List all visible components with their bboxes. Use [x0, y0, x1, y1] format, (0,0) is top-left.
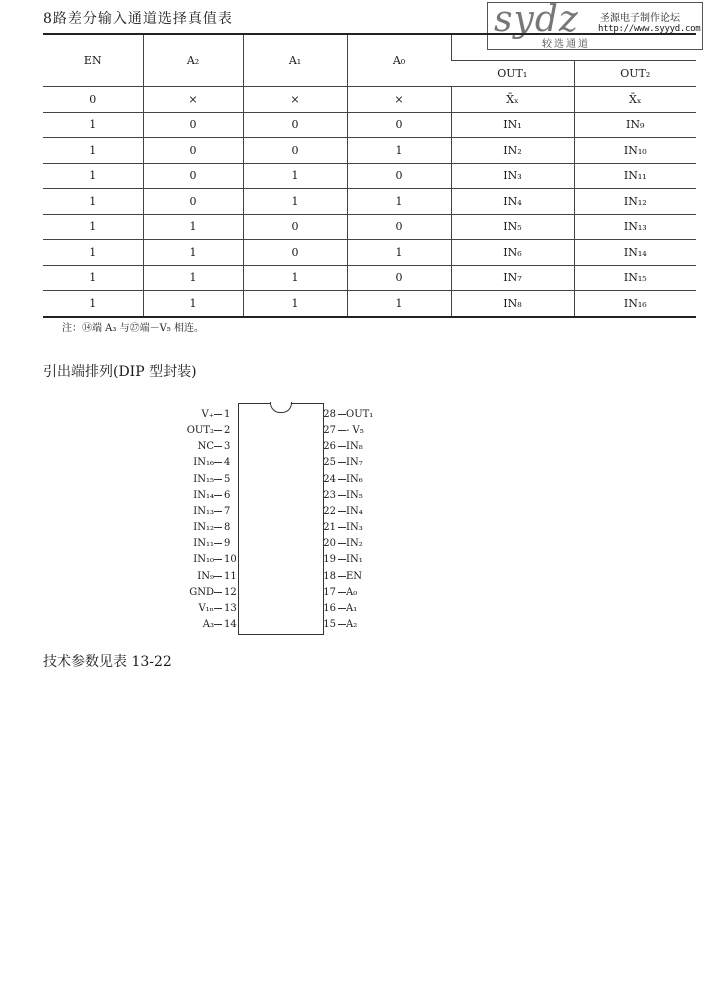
table-cell: ×: [143, 87, 243, 113]
table-row: [43, 214, 696, 240]
pin-label: IN₁₅: [193, 473, 214, 485]
pin-label: IN₉: [197, 570, 214, 582]
table-cell: 0: [43, 87, 143, 113]
pin-label: IN₁₂: [193, 522, 214, 534]
pin-lead: [338, 576, 346, 577]
header-a1: A₁: [243, 34, 347, 87]
table-row: [43, 240, 696, 266]
pin-label: IN₁₄: [193, 489, 214, 501]
table-row: [43, 112, 696, 138]
pin-number: 20: [323, 538, 336, 550]
table-cell: 1: [243, 163, 347, 189]
pin-label: IN₁: [346, 554, 363, 566]
table-cell: IN₁₅: [574, 265, 696, 291]
pin-16: [322, 603, 357, 615]
table-cell: 1: [243, 189, 347, 215]
pin-number: 6: [224, 489, 231, 501]
table-cell: 1: [143, 291, 243, 317]
pin-11: [197, 571, 238, 583]
pin-lead: [338, 592, 346, 593]
table-cell: IN₉: [574, 112, 696, 138]
table-row: [43, 163, 696, 189]
pin-label: IN₂: [346, 538, 363, 550]
pin-26: [322, 441, 363, 453]
pin-28: [322, 409, 373, 421]
pin-13: [198, 603, 238, 615]
pin-5: [193, 474, 238, 486]
pin-3: [198, 441, 238, 453]
pin-lead: [214, 592, 222, 593]
table-cell: IN₂: [451, 138, 574, 164]
table-cell: 0: [243, 112, 347, 138]
table-cell: IN₃: [451, 163, 574, 189]
table-cell: IN₁₄: [574, 240, 696, 266]
footer-reference: 技术参数见表 13-22: [43, 654, 172, 670]
pin-17: [322, 587, 357, 599]
pin-number: 22: [323, 505, 336, 517]
pin-lead: [214, 430, 222, 431]
pin-lead: [338, 479, 346, 480]
pin-label: V₁ₙ: [198, 602, 214, 614]
pin-9: [193, 538, 238, 550]
pin-21: [322, 522, 363, 534]
pin-number: 12: [224, 586, 237, 598]
table-cell: 1: [43, 189, 143, 215]
pin-label: OUT₂: [186, 425, 214, 437]
pin-number: 11: [224, 570, 237, 582]
header-output-group: [451, 34, 696, 61]
table-cell: X̄ₓ: [451, 87, 574, 113]
table-cell: 0: [347, 214, 451, 240]
header-out1: OUT₁: [451, 61, 574, 87]
pin-number: 27: [323, 425, 336, 437]
pin-label: IN₁₆: [193, 457, 214, 469]
pin-lead: [214, 446, 222, 447]
table-cell: 0: [143, 138, 243, 164]
table-cell: ×: [243, 87, 347, 113]
table-cell: 1: [43, 112, 143, 138]
pin-lead: [338, 446, 346, 447]
table-note: 注：⑭端 A₃ 与㉗端－V₅ 相连。: [62, 323, 204, 334]
pin-2: [187, 425, 238, 437]
pin-number: 13: [224, 602, 237, 614]
pin-number: 23: [323, 489, 336, 501]
table-cell: 1: [43, 265, 143, 291]
table-cell: 1: [347, 291, 451, 317]
pin-number: 10: [224, 554, 237, 566]
pin-number: 18: [323, 570, 336, 582]
watermark-site-name: 圣源电子制作论坛: [600, 13, 680, 24]
table-cell: 0: [243, 240, 347, 266]
pin-8: [193, 522, 238, 534]
pin-lead: [338, 430, 346, 431]
pin-number: 1: [224, 409, 231, 420]
pinout-title: 引出端排列(DIP 型封装): [43, 364, 197, 380]
table-row: [43, 265, 696, 291]
pin-number: 26: [323, 441, 336, 453]
pin-number: 3: [224, 441, 231, 453]
header-en: EN: [43, 34, 143, 87]
chip-body: [238, 403, 324, 635]
pin-number: 25: [323, 457, 336, 469]
table-cell: IN₁₂: [574, 189, 696, 215]
pin-lead: [214, 414, 222, 415]
table-cell: 0: [143, 189, 243, 215]
pin-label: OUT₁: [346, 409, 374, 420]
pin-number: 2: [224, 425, 231, 437]
table-cell: 1: [43, 291, 143, 317]
table-cell: IN₁: [451, 112, 574, 138]
table-cell: 0: [143, 112, 243, 138]
table-cell: 0: [347, 265, 451, 291]
pin-label: IN₄: [346, 505, 363, 517]
table-cell: 0: [347, 112, 451, 138]
pin-19: [322, 554, 363, 566]
table-cell: 0: [143, 163, 243, 189]
pin-number: 21: [323, 522, 336, 534]
pin-label: IN₅: [346, 489, 363, 501]
table-cell: 1: [243, 265, 347, 291]
table-cell: 1: [143, 214, 243, 240]
pin-label: IN₇: [346, 457, 363, 469]
pin-7: [193, 506, 238, 518]
pin-lead: [338, 462, 346, 463]
table-row: [43, 138, 696, 164]
table-cell: 1: [143, 265, 243, 291]
pin-lead: [338, 624, 346, 625]
pin-label: - V₅: [346, 425, 364, 437]
truth-table: [43, 33, 696, 318]
pin-6: [193, 490, 238, 502]
pin-4: [193, 457, 238, 469]
pin-label: IN₃: [346, 522, 363, 534]
table-cell: IN₁₀: [574, 138, 696, 164]
pin-27: [322, 425, 364, 437]
pin-number: 28: [323, 409, 336, 420]
watermark-logo-text: sydz: [494, 0, 579, 40]
table-cell: X̄ₓ: [574, 87, 696, 113]
pin-number: 16: [323, 602, 336, 614]
table-cell: IN₁₁: [574, 163, 696, 189]
table-cell: IN₁₆: [574, 291, 696, 317]
pin-23: [322, 490, 363, 502]
pin-label: NC: [197, 441, 214, 453]
pin-lead: [214, 527, 222, 528]
table-cell: IN₈: [451, 291, 574, 317]
pin-number: 5: [224, 473, 231, 485]
pin-12: [189, 587, 238, 599]
pin-lead: [214, 608, 222, 609]
pin-number: 17: [323, 586, 336, 598]
pin-label: IN₁₃: [193, 505, 214, 517]
pin-lead: [214, 624, 222, 625]
pin-label: GND: [189, 586, 214, 598]
table-cell: IN₅: [451, 214, 574, 240]
pin-label: EN: [346, 570, 363, 582]
header-a2: A₂: [143, 34, 243, 87]
table-cell: 1: [43, 163, 143, 189]
table-cell: 1: [143, 240, 243, 266]
table-cell: IN₆: [451, 240, 574, 266]
pin-lead: [338, 608, 346, 609]
pin-number: 4: [224, 457, 231, 469]
pin-22: [322, 506, 363, 518]
pin-label: A₀: [346, 586, 358, 598]
table-cell: IN₁₃: [574, 214, 696, 240]
table-row: [43, 291, 696, 317]
table-cell: IN₇: [451, 265, 574, 291]
pin-number: 15: [323, 618, 336, 630]
pin-number: 8: [224, 522, 231, 534]
pin-lead: [338, 559, 346, 560]
table-cell: 1: [243, 291, 347, 317]
pin-number: 19: [323, 554, 336, 566]
pin-lead: [214, 462, 222, 463]
pin-lead: [214, 559, 222, 560]
pin-lead: [338, 527, 346, 528]
table-cell: 1: [43, 214, 143, 240]
table-cell: 0: [243, 138, 347, 164]
pin-label: A₃: [202, 618, 214, 630]
table-cell: 0: [347, 163, 451, 189]
pin-label: IN₁₀: [193, 554, 214, 566]
pin-label: A₁: [346, 602, 358, 614]
table-cell: 1: [347, 240, 451, 266]
pin-lead: [214, 495, 222, 496]
pin-lead: [214, 479, 222, 480]
watermark-slogan: 较选通道: [542, 39, 590, 50]
table-title: 8路差分输入通道选择真值表: [43, 11, 233, 27]
table-cell: 1: [43, 240, 143, 266]
table-cell: 1: [347, 138, 451, 164]
pin-number: 9: [224, 538, 231, 550]
pin-10: [193, 554, 238, 566]
table-row: [43, 189, 696, 215]
watermark-url: http://www.syyyd.com: [598, 24, 701, 34]
pin-lead: [214, 543, 222, 544]
pin-1: [202, 409, 239, 421]
pin-label: IN₁₁: [193, 538, 214, 550]
pin-label: IN₈: [346, 441, 363, 453]
header-out2: OUT₂: [574, 61, 696, 87]
pin-number: 14: [224, 618, 237, 630]
pin-lead: [338, 511, 346, 512]
table-cell: IN₄: [451, 189, 574, 215]
pin-label: V₊: [201, 409, 214, 420]
pin-25: [322, 457, 363, 469]
table-cell: 1: [43, 138, 143, 164]
table-cell: 0: [243, 214, 347, 240]
header-a0: A₀: [347, 34, 451, 87]
pin-label: A₂: [346, 618, 358, 630]
pin-label: IN₆: [346, 473, 363, 485]
pin-15: [322, 619, 357, 631]
pin-24: [322, 474, 363, 486]
pin-number: 24: [323, 473, 336, 485]
pin-number: 7: [224, 505, 231, 517]
pin-lead: [338, 495, 346, 496]
pin-lead: [214, 576, 222, 577]
table-cell: 1: [347, 189, 451, 215]
table-row: [43, 87, 696, 113]
pin-20: [322, 538, 363, 550]
pin-18: [322, 571, 362, 583]
pin-lead: [214, 511, 222, 512]
pin-14: [203, 619, 238, 631]
pin-lead: [338, 414, 346, 415]
dip-pinout-diagram: [160, 403, 400, 635]
table-cell: ×: [347, 87, 451, 113]
pin-lead: [338, 543, 346, 544]
